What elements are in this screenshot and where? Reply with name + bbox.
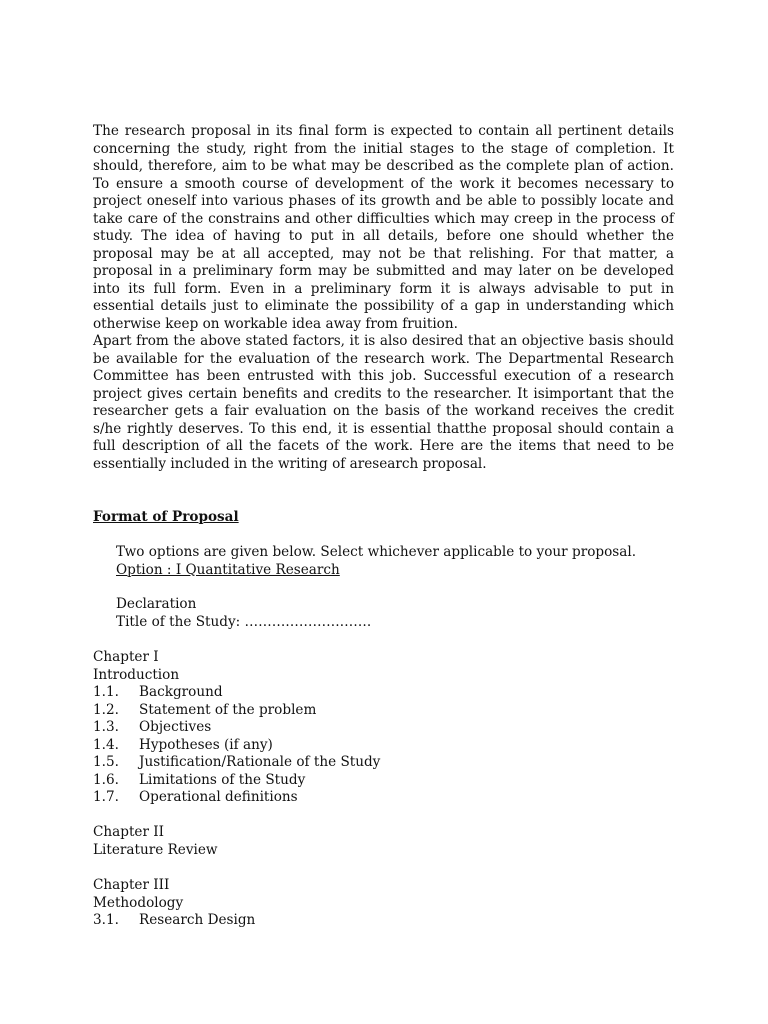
item-number: 1.7. xyxy=(93,789,119,805)
chapter-title: Literature Review xyxy=(93,841,218,858)
chapter-label: Chapter III xyxy=(93,877,170,893)
list-item xyxy=(93,772,380,790)
chapter-3 xyxy=(93,877,255,930)
item-number: 3.1. xyxy=(93,912,119,928)
declaration: Declaration xyxy=(116,596,197,612)
item-number: 1.2. xyxy=(93,701,119,718)
list-item xyxy=(93,789,380,807)
paragraph-1: The research proposal in its final form is expected to contain all pertinent details concerning the study, right from the initial stages to the stage of completion. It should, therefore, aim to be what may be described as the complete plan of action. To ensure a smooth course of development of the work it becomes necessary to project oneself into various phases of its growth and be able to possibly locate and take care of the constrains and other difficulties which may creep in the process of study. The idea of having to put in all details, before one should whether the proposal may be at all accepted, may not be that relishing. For that matter, a proposal in a preliminary form may be submitted and may later on be developed into its full form. Even in a preliminary form it is always advisable to put in essential details just to eliminate the possibility of a gap in understanding which otherwise keep on workable idea away from fruition. xyxy=(93,123,674,332)
item-text: Limitations of the Study xyxy=(139,771,306,788)
item-number: 1.3. xyxy=(93,719,119,735)
title-line: Title of the Study: ………………………. xyxy=(116,613,372,630)
item-number: 1.1. xyxy=(93,684,119,700)
option-label: Option : I Quantitative Research xyxy=(116,561,340,578)
list-item xyxy=(93,702,380,720)
item-number: 1.5. xyxy=(93,754,119,770)
list-item xyxy=(93,684,380,702)
list-item xyxy=(93,719,380,737)
item-text: Background xyxy=(139,684,223,700)
item-text: Research Design xyxy=(139,912,256,928)
format-heading: Format of Proposal xyxy=(93,509,239,525)
chapter-label: Chapter II xyxy=(93,824,165,840)
item-text: Hypotheses (if any) xyxy=(139,736,273,753)
options-block xyxy=(116,544,636,579)
document-page xyxy=(93,123,674,928)
item-text: Objectives xyxy=(139,719,212,735)
chapter-label: Chapter I xyxy=(93,649,159,665)
paragraph-2: Apart from the above stated factors, it is also desired that an objective basis should be available for the evaluation of the research work. The Departmental Research Committee has been entrusted with this job. Successful execution of a research project gives certain benefits and credits to the researcher. It isimportant that the researcher gets a fair evaluation on the basis of the workand receives the credit s/he rightly deserves. To this end, it is essential thatthe proposal should contain a full description of all the facets of the work. Here are the items that need to be essentially included in the writing of aresearch proposal. xyxy=(93,333,674,472)
chapter-2 xyxy=(93,824,218,859)
options-text: Two options are given below. Select whichever applicable to your proposal. xyxy=(116,544,637,560)
list-item xyxy=(93,754,380,772)
item-text: Operational definitions xyxy=(139,789,298,805)
list-item xyxy=(93,912,255,930)
declaration-block xyxy=(116,596,371,631)
item-text: Justification/Rationale of the Study xyxy=(139,754,381,770)
chapter-1 xyxy=(93,649,380,807)
item-number: 1.4. xyxy=(93,736,119,753)
chapter-title: Introduction xyxy=(93,666,180,683)
item-number: 1.6. xyxy=(93,771,119,788)
item-text: Statement of the problem xyxy=(139,701,317,718)
list-item xyxy=(93,737,380,755)
chapter-title: Methodology xyxy=(93,894,184,911)
